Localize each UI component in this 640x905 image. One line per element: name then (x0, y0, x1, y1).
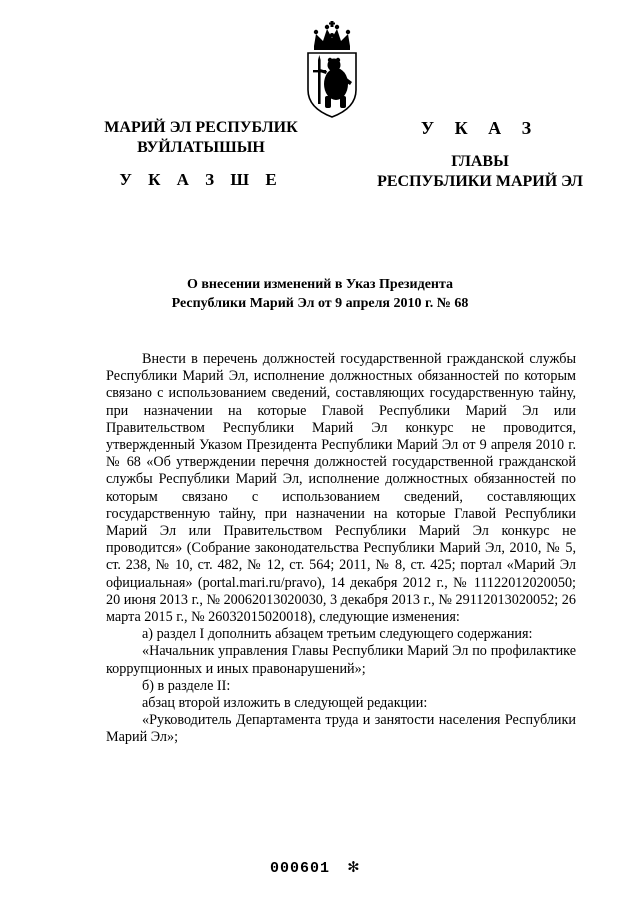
decree-title-line-1: О внесении изменений в Указ Президента (186, 277, 454, 292)
body-paragraph: «Руководитель Департамента труда и занятости населения Республики Марий Эл»; (106, 712, 576, 746)
body-paragraph: абзац второй изложить в следующей редакции: (142, 695, 428, 712)
decree-title (100, 275, 540, 313)
body-paragraph: б) в разделе II: (142, 677, 231, 694)
crown-icon (314, 21, 350, 50)
decree-title-line-2: Республики Марий Эл от 9 апреля 2010 г. № 68 (171, 296, 469, 311)
header-left-line-3: У К А З Ш Е (119, 170, 283, 189)
asterisk-mark: ✻ (348, 858, 360, 878)
document-serial (270, 856, 360, 878)
body-paragraph: Внести в перечень должностей государственной гражданской службы Республики Марий Эл, исполнение должностных обязанностей по которым связано с использованием сведений, составляющих государственную тайну, при назначении на которые Главой Республики Марий Эл или Правительством Республики Марий Эл конкурс не проводится, утвержденный Указом Президента Республики Марий Эл от 9 апреля 2010 г. № 68 «Об утверждении перечня должностей государственной гражданской службы Республики Марий Эл, исполнение должностных обязанностей по которым связано с использованием сведений, составляющих государственную тайну, при назначении на которые Главой Республики Марий Эл или Правительством Республики Марий Эл конкурс не проводится» (Собрание законодательства Республики Марий Эл, 2010, № 5, ст. 238, № 10, ст. 482, № 12, ст. 564; 2011, № 8, ст. 425; портал «Марий Эл официальная» (portal.mari.ru/pravo), 14 декабря 2012 г., № 11122012020050; 20 июня 2013 г., № 20062013020030, 3 декабря 2013 г., № 29112013020052; 26 марта 2015 г., № 26032015020018), следующие изменения: (106, 351, 576, 626)
header-right-line-2: ГЛАВЫ (451, 153, 509, 170)
header-right-line-3: РЕСПУБЛИКИ МАРИЙ ЭЛ (377, 173, 583, 190)
coat-of-arms-emblem (296, 20, 368, 120)
body-paragraph: а) раздел I дополнить абзацем третьим следующего содержания: (142, 626, 533, 643)
header-left-block (96, 118, 306, 190)
serial-number: 000601 (270, 860, 331, 877)
header-left-line-2: ВУЙЛАТЫШЫН (137, 139, 265, 156)
body-paragraph: «Начальник управления Главы Республики Марий Эл по профилактике коррупционных и иных правонарушений»; (106, 643, 576, 677)
decree-body (106, 351, 576, 747)
header-right-block (360, 118, 600, 192)
header-left-line-1: МАРИЙ ЭЛ РЕСПУБЛИК (104, 119, 298, 136)
header-right-line-1: У К А З (420, 118, 540, 138)
